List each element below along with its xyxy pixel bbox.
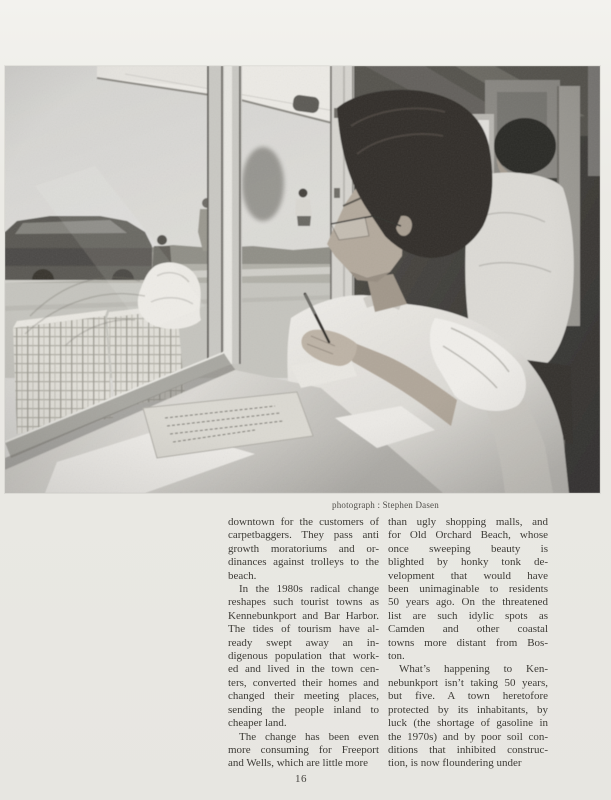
text-line: once sweeping beauty is [388, 542, 548, 555]
text-line: growth moratoriums and or- [228, 542, 379, 555]
text-line: downtown for the customers of [228, 516, 379, 528]
text-line: cheaper land. [228, 717, 287, 730]
article-photo [5, 66, 600, 493]
text-line: been unimaginable to residents [388, 583, 548, 596]
text-line: ton. [388, 650, 405, 663]
text-line: more consuming for Freeport [228, 743, 379, 756]
text-line: for Old Orchard Beach, whose [388, 529, 548, 542]
text-line: The change has been even [239, 730, 379, 743]
text-line: In the 1980s radical change [239, 583, 379, 596]
text-line: digenous population that work- [228, 650, 379, 663]
text-line: and Wells, which are little more [228, 757, 369, 770]
text-line: reshapes such tourist towns as [228, 596, 379, 609]
text-line: list are such idylic spots as [388, 609, 548, 622]
text-line: than ugly shopping malls, and [388, 516, 548, 528]
text-line: protected by its inhabitants, by [388, 703, 548, 716]
text-column [228, 516, 379, 771]
text-line: Kennebunkport and Bar Harbor. [228, 609, 379, 622]
text-line: dinances against trolleys to the [228, 556, 379, 569]
text-line: luck (the shortage of gasoline in [388, 717, 548, 730]
text-line: the 1970s) and by poor soil con- [388, 730, 548, 743]
text-column [388, 516, 548, 771]
page-number: 16 [295, 773, 307, 785]
photo-illustration [5, 66, 600, 493]
text-line: velopment that would have [388, 569, 548, 582]
text-line: What’s happening to Ken- [399, 663, 548, 676]
photo-credit: photograph : Stephen Dasen [332, 500, 439, 510]
text-line: ters, converted their homes and [228, 676, 379, 689]
text-line: sending the people inland to [228, 703, 379, 716]
text-line: but five. A town heretofore [388, 690, 548, 703]
text-line: 50 years ago. On the threatened [388, 596, 548, 609]
text-line: The tides of tourism have al- [228, 623, 379, 636]
text-line: Camden and other coastal [388, 623, 548, 636]
text-line: ready swept away an in- [228, 636, 379, 649]
text-line: ditions that inhibited construc- [388, 743, 548, 756]
photo-grain [5, 66, 600, 493]
text-line: changed their meeting places, [228, 690, 379, 703]
text-line: beach. [228, 569, 257, 582]
text-line: towns more distant from Bos- [388, 636, 548, 649]
text-line: nebunkport isn’t taking 50 years, [388, 676, 548, 689]
text-line: ed and lived in the town cen- [228, 663, 379, 676]
text-line: blighted by honky tonk de- [388, 556, 548, 569]
text-line: carpetbaggers. They pass anti [228, 529, 379, 542]
text-line: tion, is now floundering under [388, 757, 522, 770]
